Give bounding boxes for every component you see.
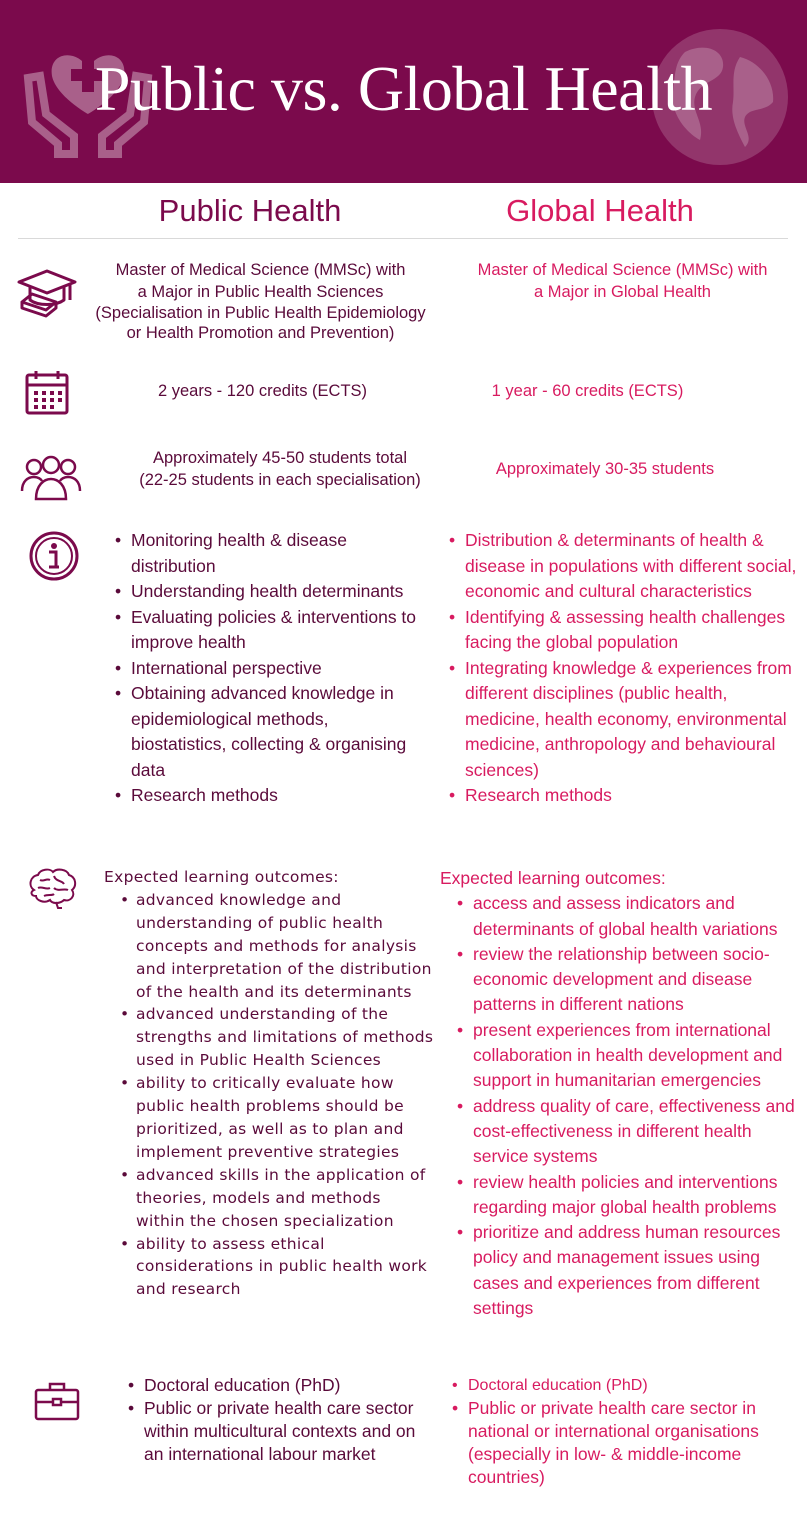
list-item: • present experiences from international collaboration in health development and support in humanitarian emergencies	[455, 1018, 802, 1094]
global-duration: 1 year - 60 credits (ECTS)	[491, 382, 684, 400]
list-item: • Doctoral education (PhD)	[450, 1374, 795, 1397]
list-item: • address quality of care, effectiveness and cost-effectiveness in different health service systems	[455, 1094, 802, 1170]
list-item: • Public or private health care sector in national or international organisations (especially in low- & middle-income countries)	[450, 1397, 795, 1489]
public-students	[110, 447, 450, 491]
brain-icon	[26, 866, 78, 910]
global-outcomes-list	[455, 891, 802, 1321]
public-degree-line-3: (Specialisation in Public Health Epidemiology	[95, 304, 426, 322]
public-outcomes	[104, 866, 434, 1301]
global-outcomes	[440, 866, 802, 1321]
public-focus-list	[113, 528, 428, 809]
list-item: • Integrating knowledge & experiences from different disciplines (public health, medicine, health economy, environmental medicine, anthropology and behavioural sciences)	[447, 656, 799, 784]
list-item: • access and assess indicators and determinants of global health variations	[455, 891, 802, 942]
public-degree-line-2: a Major in Public Health Sciences	[137, 283, 384, 301]
graduation-cap-icon	[16, 262, 78, 324]
calendar-icon	[22, 368, 72, 418]
header-banner	[0, 0, 807, 183]
list-item: • Distribution & determinants of health & disease in populations with different social, economic and cultural characteristics	[447, 528, 799, 605]
global-focus-list	[447, 528, 799, 809]
public-health-heading: Public Health	[158, 193, 342, 228]
list-item: • Obtaining advanced knowledge in epidemiological methods, biostatistics, collecting & organising data	[113, 681, 428, 783]
list-item: • International perspective	[113, 656, 428, 682]
people-group-icon	[20, 447, 82, 509]
list-item: • Doctoral education (PhD)	[126, 1374, 426, 1397]
public-students-line-2: (22-25 students in each specialisation)	[139, 471, 421, 489]
public-outcomes-lead: Expected learning outcomes:	[104, 868, 339, 886]
list-item: • Identifying & assessing health challenges facing the global population	[447, 605, 799, 656]
list-item: • ability to assess ethical considerations in public health work and research	[118, 1233, 434, 1302]
public-careers-list	[126, 1374, 426, 1466]
global-degree	[450, 259, 795, 303]
global-outcomes-lead: Expected learning outcomes:	[440, 868, 666, 888]
public-degree-line-4: or Health Promotion and Prevention)	[126, 324, 395, 342]
list-item: • review health policies and interventions regarding major global health problems	[455, 1170, 802, 1221]
page-title: Public vs. Global Health	[94, 53, 713, 124]
public-degree-line-1: Master of Medical Science (MMSc) with	[115, 261, 406, 279]
list-item: • Research methods	[447, 783, 799, 809]
briefcase-icon	[33, 1380, 81, 1422]
list-item: • ability to critically evaluate how public health problems should be prioritized, as well as to plan and implement preventive strategies	[118, 1072, 434, 1164]
global-degree-line-1: Master of Medical Science (MMSc) with	[477, 261, 768, 279]
heading-divider	[18, 238, 788, 239]
global-degree-line-2: a Major in Global Health	[533, 283, 711, 301]
public-students-line-1: Approximately 45-50 students total	[152, 449, 408, 467]
list-item: • Public or private health care sector within multicultural contexts and on an international labour market	[126, 1397, 426, 1466]
global-health-heading: Global Health	[506, 193, 694, 228]
list-item: • Evaluating policies & interventions to improve health	[113, 605, 428, 656]
list-item: • advanced understanding of the strengths and limitations of methods used in Public Health Sciences	[118, 1003, 434, 1072]
list-item: • Monitoring health & disease distribution	[113, 528, 428, 579]
info-icon	[28, 530, 80, 582]
public-outcomes-list	[118, 889, 434, 1301]
list-item: • advanced knowledge and understanding of public health concepts and methods for analysis and interpretation of the distribution of the health and its determinants	[118, 889, 434, 1004]
public-duration: 2 years - 120 credits (ECTS)	[157, 382, 368, 400]
global-students: Approximately 30-35 students	[495, 460, 715, 478]
list-item: • review the relationship between socio-economic development and disease patterns in different nations	[455, 942, 802, 1018]
list-item: • Understanding health determinants	[113, 579, 428, 605]
list-item: • prioritize and address human resources policy and management issues using cases and experiences from different settings	[455, 1220, 802, 1321]
list-item: • advanced skills in the application of theories, models and methods within the chosen specialization	[118, 1164, 434, 1233]
global-careers-list	[450, 1374, 795, 1489]
list-item: • Research methods	[113, 783, 428, 809]
public-degree	[88, 259, 433, 343]
